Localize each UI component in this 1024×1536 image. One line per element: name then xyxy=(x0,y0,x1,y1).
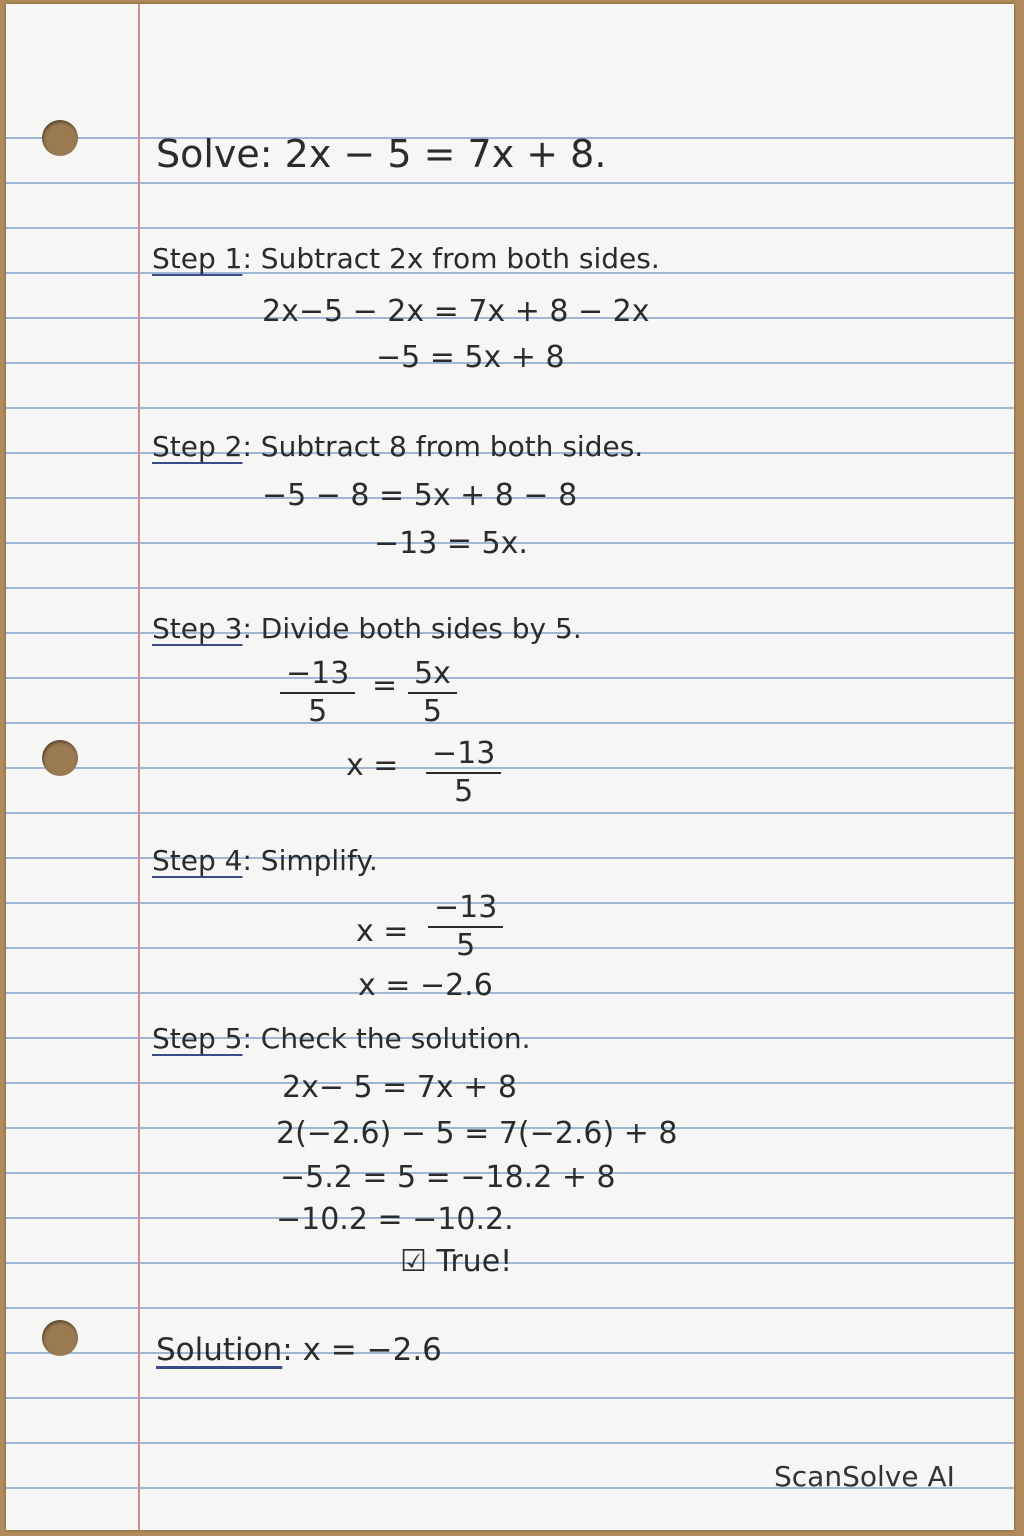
step-3-text: : Divide both sides by 5. xyxy=(242,612,582,645)
step-3-fraction-left-denominator: 5 xyxy=(308,694,328,729)
step-2-equation-1: −5 − 8 = 5x + 8 − 8 xyxy=(262,478,578,513)
step-1-equation-2: −5 = 5x + 8 xyxy=(376,340,565,375)
step-5-equation-3: −5.2 = 5 = −18.2 + 8 xyxy=(280,1160,616,1195)
step-3-equals-sign: = xyxy=(372,668,398,703)
step-5-label: Step 5 xyxy=(152,1022,243,1055)
step-1-text: : Subtract 2x from both sides. xyxy=(242,242,660,275)
step-5-equation-4: −10.2 = −10.2. xyxy=(276,1202,514,1237)
step-2-heading xyxy=(152,430,643,463)
step-1-equation-1: 2x−5 − 2x = 7x + 8 − 2x xyxy=(262,294,650,329)
step-5-equation-1: 2x− 5 = 7x + 8 xyxy=(282,1070,517,1105)
step-3-fraction-left xyxy=(280,656,355,730)
solution-label: Solution xyxy=(156,1332,283,1368)
step-3-x-equals: x = xyxy=(346,748,399,783)
margin-line xyxy=(138,4,140,1530)
brand-watermark: ScanSolve AI xyxy=(774,1460,955,1493)
step-4-result: x = −2.6 xyxy=(358,968,493,1003)
step-5-heading xyxy=(152,1022,530,1055)
notebook-paper xyxy=(6,4,1014,1530)
step-1-label: Step 1 xyxy=(152,242,243,275)
step-3-heading xyxy=(152,612,582,645)
step-3-fraction-result-denominator: 5 xyxy=(454,774,474,809)
step-2-equation-2: −13 = 5x. xyxy=(374,526,528,561)
step-4-fraction xyxy=(428,890,503,964)
step-4-text: : Simplify. xyxy=(242,844,378,877)
step-3-fraction-left-numerator: −13 xyxy=(280,656,355,694)
punch-hole-middle xyxy=(42,740,78,776)
step-2-label: Step 2 xyxy=(152,430,243,463)
step-3-fraction-right-denominator: 5 xyxy=(422,694,442,729)
step-3-fraction-result xyxy=(426,736,501,810)
problem-title: Solve: 2x − 5 = 7x + 8. xyxy=(156,132,607,176)
step-3-fraction-result-numerator: −13 xyxy=(426,736,501,774)
step-5-text: : Check the solution. xyxy=(242,1022,531,1055)
paper-header-band xyxy=(6,4,1014,134)
step-4-x-equals: x = xyxy=(356,914,409,949)
solution-line xyxy=(156,1332,442,1368)
step-4-heading xyxy=(152,844,378,877)
step-2-text: : Subtract 8 from both sides. xyxy=(242,430,644,463)
step-3-fraction-right xyxy=(408,656,457,730)
step-4-fraction-numerator: −13 xyxy=(428,890,503,928)
solution-value: : x = −2.6 xyxy=(282,1332,442,1368)
punch-hole-top xyxy=(42,120,78,156)
step-4-fraction-denominator: 5 xyxy=(456,928,476,963)
step-5-equation-2: 2(−2.6) − 5 = 7(−2.6) + 8 xyxy=(276,1116,678,1151)
step-3-fraction-right-numerator: 5x xyxy=(408,656,457,694)
step-1-heading xyxy=(152,242,660,275)
punch-hole-bottom xyxy=(42,1320,78,1356)
step-5-check-true: ☑ True! xyxy=(400,1244,513,1279)
step-3-label: Step 3 xyxy=(152,612,243,645)
step-4-label: Step 4 xyxy=(152,844,243,877)
